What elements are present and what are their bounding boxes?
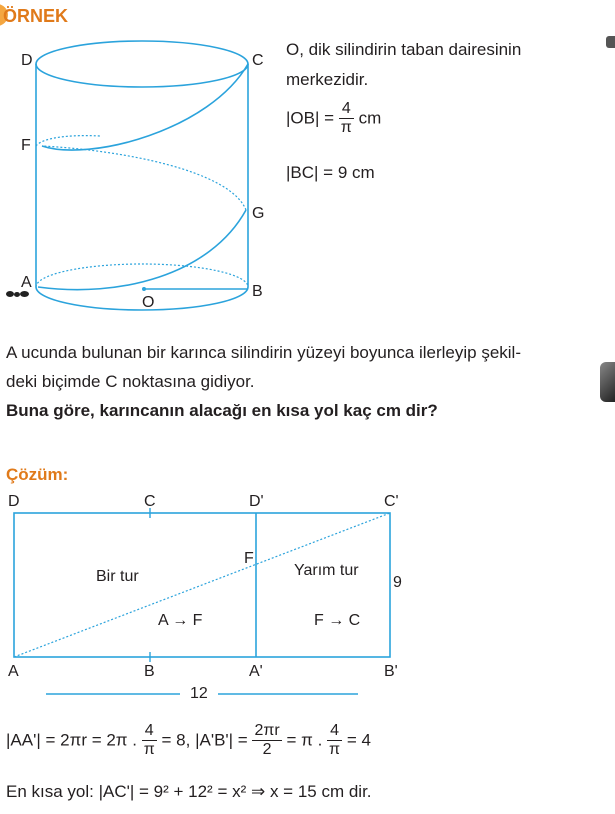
ob-left: |OB| =: [286, 108, 335, 128]
sol-label-c-prime: C': [384, 493, 399, 510]
ob-unit: cm: [358, 108, 382, 128]
eq1-left: |AA'| = 2πr = 2π .: [6, 730, 137, 750]
eq2-left: |A'B'| =: [195, 730, 248, 750]
ob-denominator: π: [340, 119, 352, 136]
f-to-c-label: F → C: [314, 612, 361, 629]
yarim-tur-label: Yarım tur: [294, 562, 359, 579]
eq2-numerator-2: 4: [327, 722, 342, 741]
label-d: D: [21, 52, 33, 69]
eq2-denominator-2: π: [329, 741, 341, 758]
label-a: A: [21, 274, 32, 291]
problem-line-2: merkezidir.: [286, 70, 369, 89]
sol-label-f: F: [244, 550, 254, 567]
eq2-numerator: 2πr: [254, 722, 280, 739]
label-g: G: [252, 205, 265, 222]
label-o: O: [142, 294, 155, 311]
eq2-fraction: [252, 722, 281, 759]
sol-label-a-prime: A': [249, 663, 263, 680]
example-title: ÖRNEK: [3, 6, 69, 26]
eq1-denominator: π: [143, 741, 155, 758]
sol-label-c: C: [144, 493, 156, 510]
sol-label-b: B: [144, 663, 155, 680]
label-f: F: [21, 137, 31, 154]
sol-label-d-prime: D': [249, 493, 264, 510]
sol-label-nine: 9: [393, 574, 402, 591]
problem-line-1: O, dik silindirin taban dairesinin: [286, 40, 522, 59]
eq2-middle: = π .: [286, 730, 323, 750]
eq2-fraction-2: [327, 722, 342, 759]
sol-label-twelve: 12: [190, 685, 208, 702]
eq1-right: = 8,: [161, 730, 191, 750]
problem-paragraph-2: deki biçimde C noktasına gidiyor.: [6, 372, 255, 391]
label-b: B: [252, 283, 263, 300]
eq2-denominator: 2: [262, 741, 272, 758]
sol-label-d: D: [8, 493, 20, 510]
solution-title: Çözüm:: [6, 465, 69, 484]
ob-numerator: 4: [339, 100, 354, 119]
eq2-right: = 4: [346, 730, 371, 750]
sol-label-b-prime: B': [384, 663, 398, 680]
bc-equation: |BC| = 9 cm: [286, 163, 375, 182]
label-c: C: [252, 52, 264, 69]
a-to-f-label: A → F: [158, 612, 203, 629]
final-answer: En kısa yol: |AC'| = 9² + 12² = x² ⇒ x = 15 cm dir.: [6, 782, 372, 801]
question-text: Buna göre, karıncanın alacağı en kısa yol kaç cm dir?: [6, 401, 438, 420]
ob-fraction: [339, 100, 354, 137]
equation-line-1: [6, 722, 371, 759]
bir-tur-label: Bir tur: [96, 568, 139, 585]
eq1-fraction: [142, 722, 157, 759]
eq1-numerator: 4: [142, 722, 157, 741]
sol-label-a: A: [8, 663, 19, 680]
problem-paragraph-1: A ucunda bulunan bir karınca silindirin yüzeyi boyunca ilerleyip şekil-: [6, 343, 521, 362]
ob-equation: [286, 100, 381, 137]
